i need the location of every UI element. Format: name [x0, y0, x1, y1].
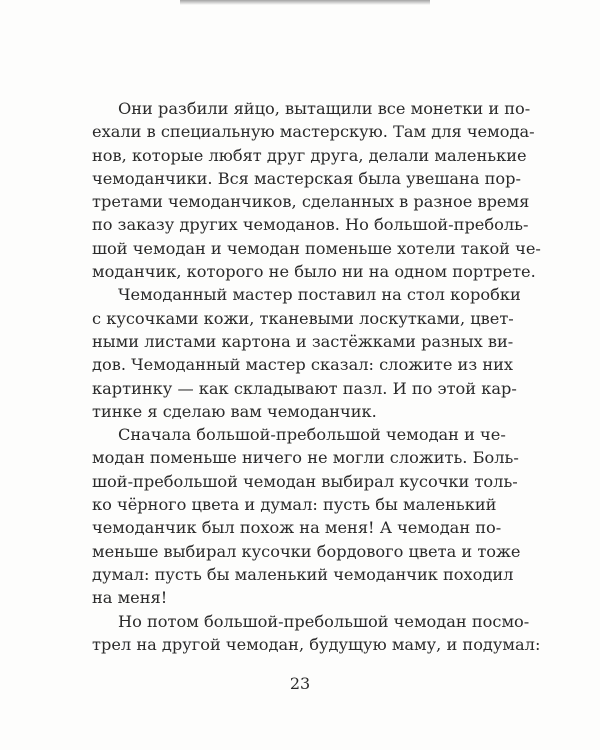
text-line: тинке я сделаю вам чемоданчик.: [92, 401, 377, 421]
text-line: чемоданчики. Вся мастерская была увешана пор-: [92, 168, 522, 188]
text-line: Чемоданный мастер поставил на стол коробки: [118, 285, 521, 305]
text-line: ехали в специальную мастерскую. Там для чемода-: [92, 122, 535, 142]
text-line: ко чёрного цвета и думал: пусть бы маленький: [92, 495, 497, 515]
text-line: модан поменьше ничего не могли сложить. Боль-: [92, 448, 519, 468]
text-line: на меня!: [92, 588, 168, 608]
text-line: по заказу других чемоданов. Но большой-преболь-: [92, 215, 529, 235]
text-line: шой-пребольшой чемодан выбирал кусочки толь-: [92, 471, 518, 491]
body-text: [92, 97, 541, 656]
text-line: третами чемоданчиков, сделанных в разное время: [92, 192, 530, 212]
text-line: Но потом большой-пребольшой чемодан посмо-: [118, 611, 530, 631]
page-number: 23: [289, 674, 311, 693]
text-line: дов. Чемоданный мастер сказал: сложите из них: [92, 355, 514, 375]
text-line: думал: пусть бы маленький чемоданчик походил: [92, 564, 514, 584]
text-line: с кусочками кожи, тканевыми лоскутками, цвет-: [92, 308, 514, 328]
text-line: трел на другой чемодан, будущую маму, и подумал:: [92, 634, 541, 654]
text-line: нов, которые любят друг друга, делали маленькие: [92, 145, 527, 165]
text-line: чемоданчик был похож на меня! А чемодан по-: [92, 518, 502, 538]
text-line: шой чемодан и чемодан поменьше хотели такой че-: [92, 238, 541, 258]
scan-edge-artifact: [180, 0, 430, 5]
text-line: картинку — как складывают пазл. И по этой кар-: [92, 378, 517, 398]
text-line: Сначала большой-пребольшой чемодан и че-: [118, 425, 506, 445]
text-line: Они разбили яйцо, вытащили все монетки и по-: [118, 99, 531, 118]
text-line: ными листами картона и застёжками разных ви-: [92, 331, 514, 351]
text-line: моданчик, которого не было ни на одном портрете.: [92, 262, 536, 282]
text-line: меньше выбирал кусочки бордового цвета и тоже: [92, 541, 521, 561]
